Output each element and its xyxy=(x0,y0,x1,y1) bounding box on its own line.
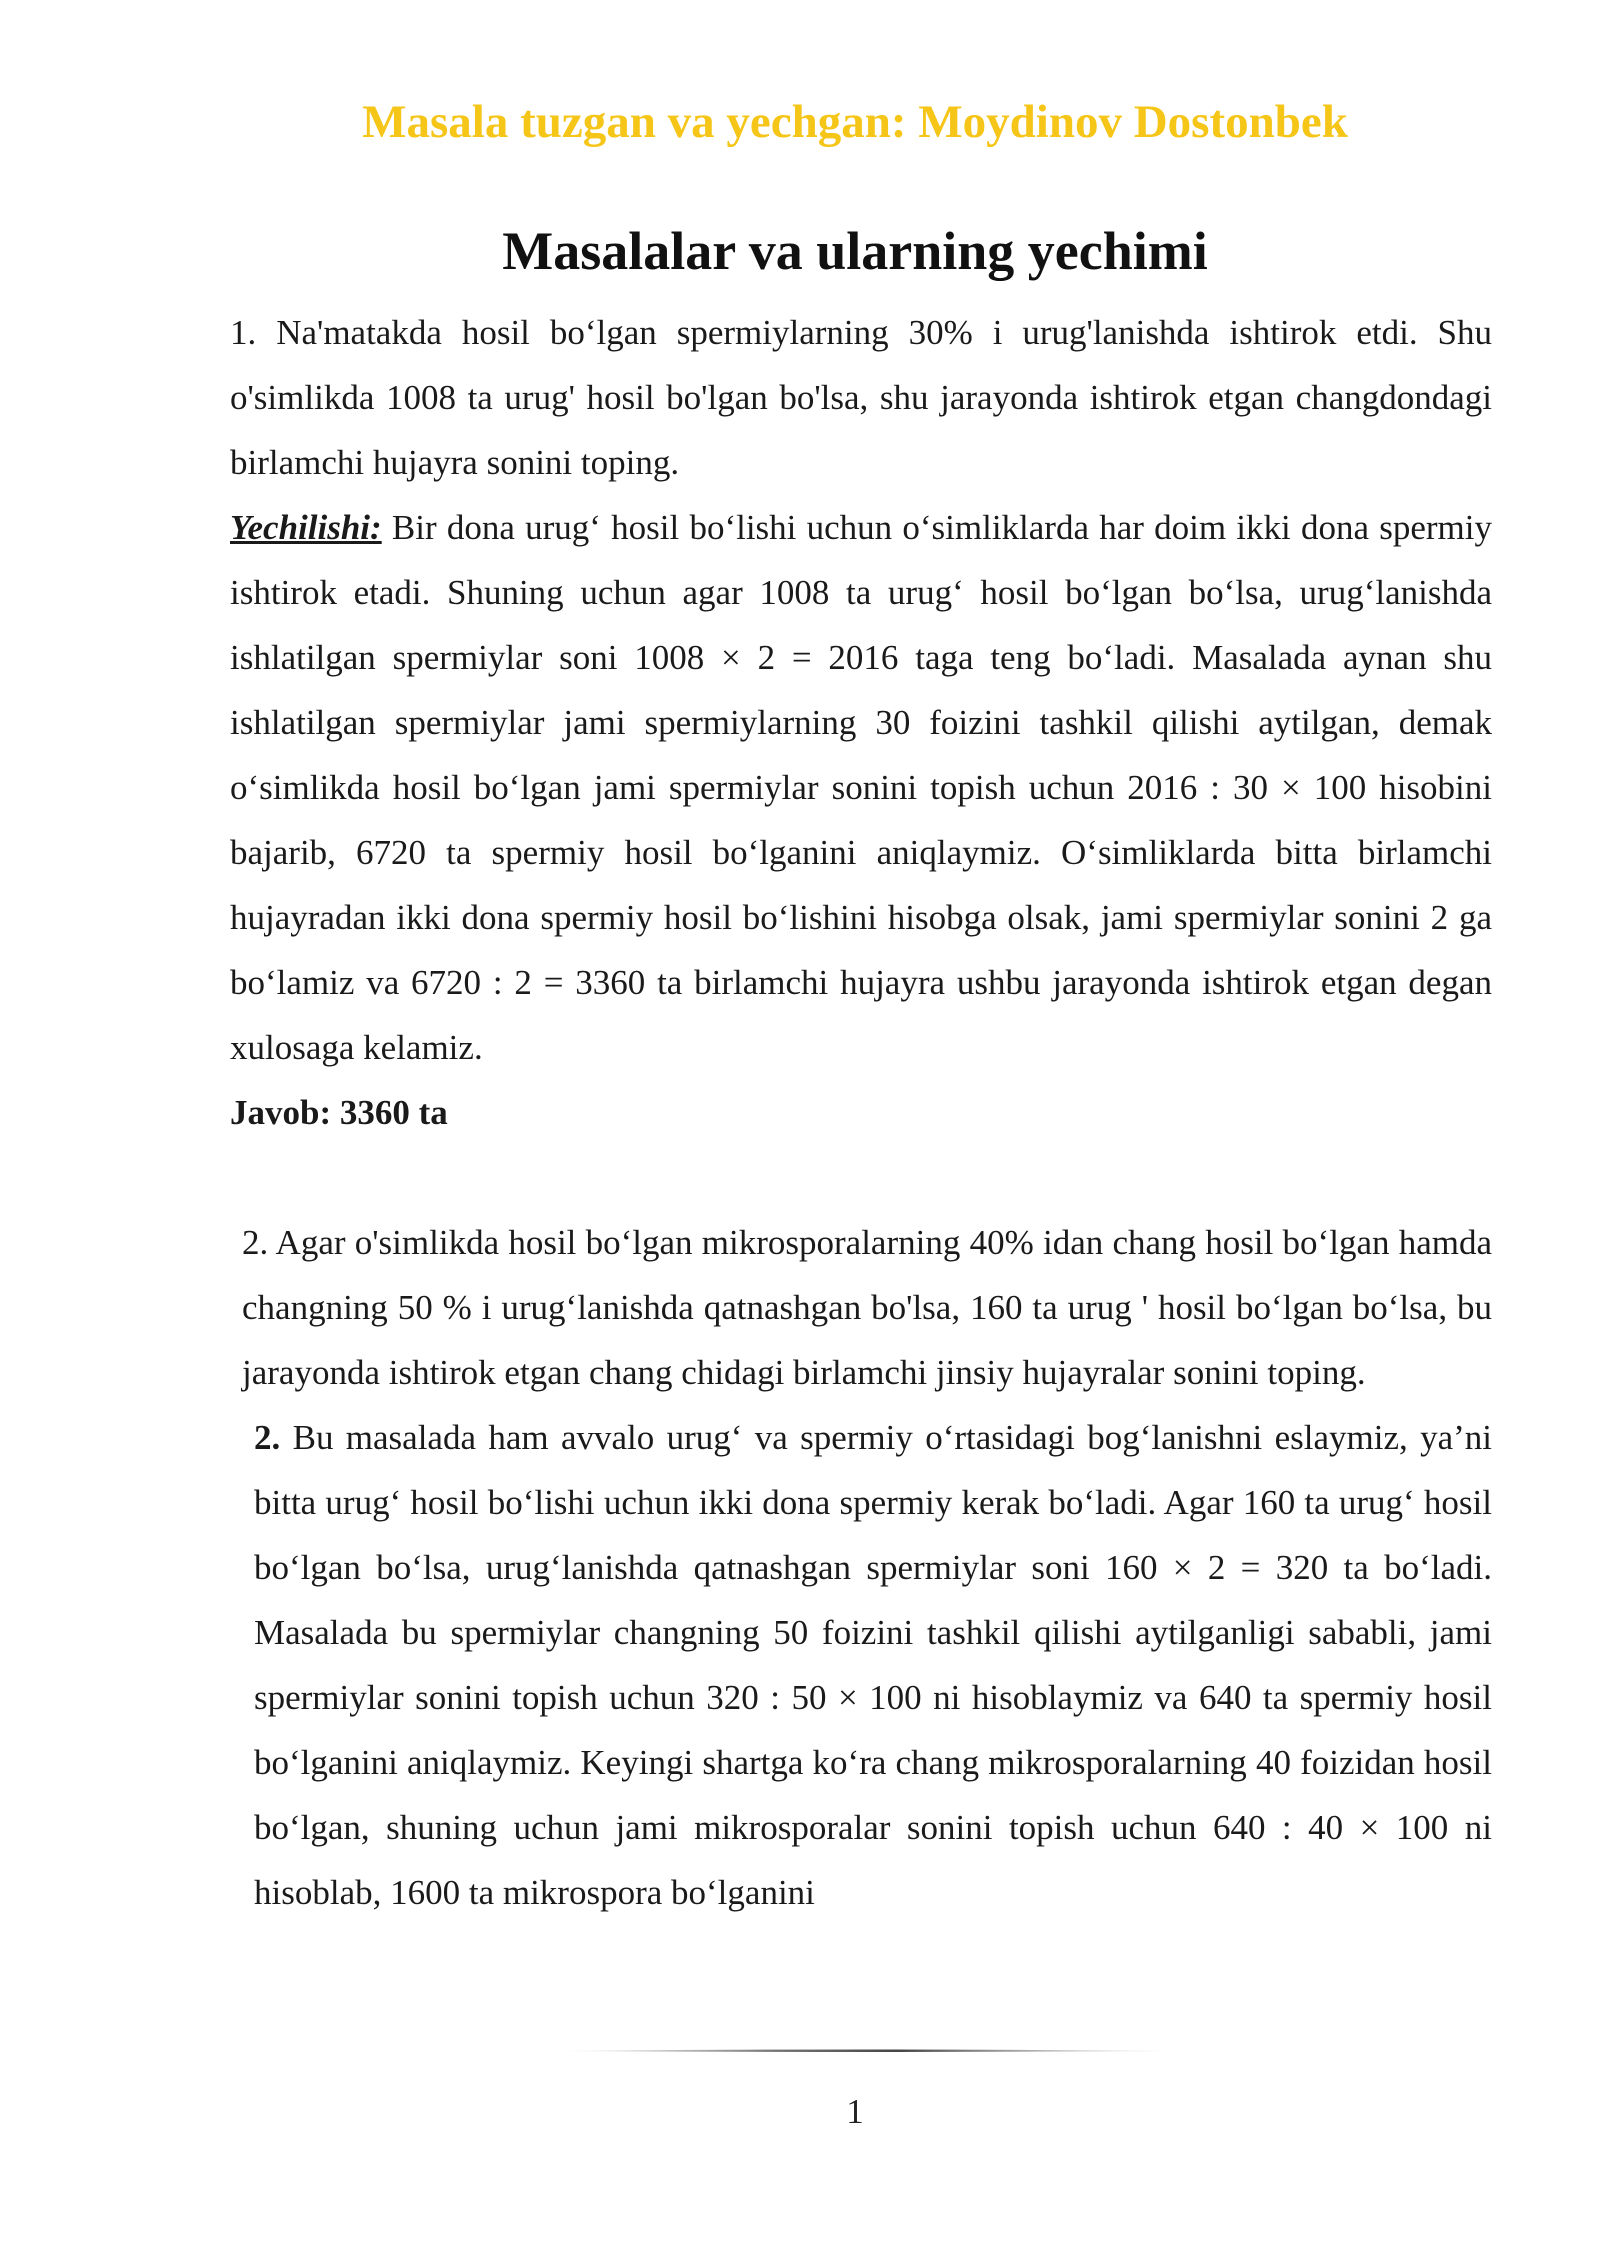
solution-label: Yechilishi: xyxy=(230,508,382,547)
problem-1-statement: 1. Na'matakda hosil bo‘lgan spermiylarning 30% i urug'lanishda ishtirok etdi. Shu o'simlikda 1008 ta urug' hosil bo'lgan bo'lsa, shu jarayonda ishtirok etgan changdondagi birlamchi hujayra sonini toping. xyxy=(230,313,1492,482)
solution-number: 2. xyxy=(254,1418,281,1457)
paragraph-spacer xyxy=(230,1145,1492,1210)
problem-2-solution xyxy=(230,1405,1492,1925)
solution-text: Bu masalada ham avvalo urug‘ va spermiy o‘rtasidagi bog‘lanishni eslaymiz, ya’ni bitta urug‘ hosil bo‘lishi uchun ikki dona spermiy kerak bo‘ladi. Agar 160 ta urug‘ hosil bo‘lgan bo‘lsa, urug‘lanishda qatnashgan spermiylar soni 160 × 2 = 320 ta bo‘ladi. Masalada bu spermiylar changning 50 foizini tashkil qilishi aytilganligi sababli, jami spermiylar sonini topish uchun 320 : 50 × 100 ni hisoblaymiz va 640 ta spermiy hosil bo‘lganini aniqlaymiz. Keyingi shartga ko‘ra chang mikrosporalarning 40 foizidan hosil bo‘lgan, shuning uchun jami mikrosporalar sonini topish uchun 640 : 40 × 100 ni hisoblab, 1600 ta mikrospora bo‘lganini xyxy=(254,1418,1492,1912)
page-number: 1 xyxy=(846,2092,864,2131)
footer-divider xyxy=(548,2048,1188,2053)
document-title: Masalalar va ularning yechimi xyxy=(502,221,1208,281)
author-line: Masala tuzgan va yechgan: Moydinov Dostonbek xyxy=(362,96,1348,148)
document-body xyxy=(230,300,1492,1925)
problem-2-statement: 2. Agar o'simlikda hosil bo‘lgan mikrosporalarning 40% idan chang hosil bo‘lgan hamda changning 50 % i urug‘lanishda qatnashgan bo'lsa, 160 ta urug ' hosil bo‘lgan bo‘lsa, bu jarayonda ishtirok etgan chang chidagi birlamchi jinsiy hujayralar sonini toping. xyxy=(242,1223,1492,1392)
solution-text: Bir dona urug‘ hosil bo‘lishi uchun o‘simliklarda har doim ikki dona spermiy ishtirok etadi. Shuning uchun agar 1008 ta urug‘ hosil bo‘lgan bo‘lsa, urug‘lanishda ishlatilgan spermiylar soni 1008 × 2 = 2016 taga teng bo‘ladi. Masalada aynan shu ishlatilgan spermiylar jami spermiylarning 30 foizini tashkil qilishi aytilgan, demak o‘simlikda hosil bo‘lgan jami spermiylar sonini topish uchun 2016 : 30 × 100 hisobini bajarib, 6720 ta spermiy hosil bo‘lganini aniqlaymiz. O‘simliklarda bitta birlamchi hujayradan ikki dona spermiy hosil bo‘lishini hisobga olsak, jami spermiylar sonini 2 ga bo‘lamiz va 6720 : 2 = 3360 ta birlamchi hujayra ushbu jarayonda ishtirok etgan degan xulosaga kelamiz. xyxy=(230,508,1492,1067)
problem-1-solution xyxy=(230,495,1492,1080)
problem-1-answer: Javob: 3360 ta xyxy=(230,1093,448,1132)
